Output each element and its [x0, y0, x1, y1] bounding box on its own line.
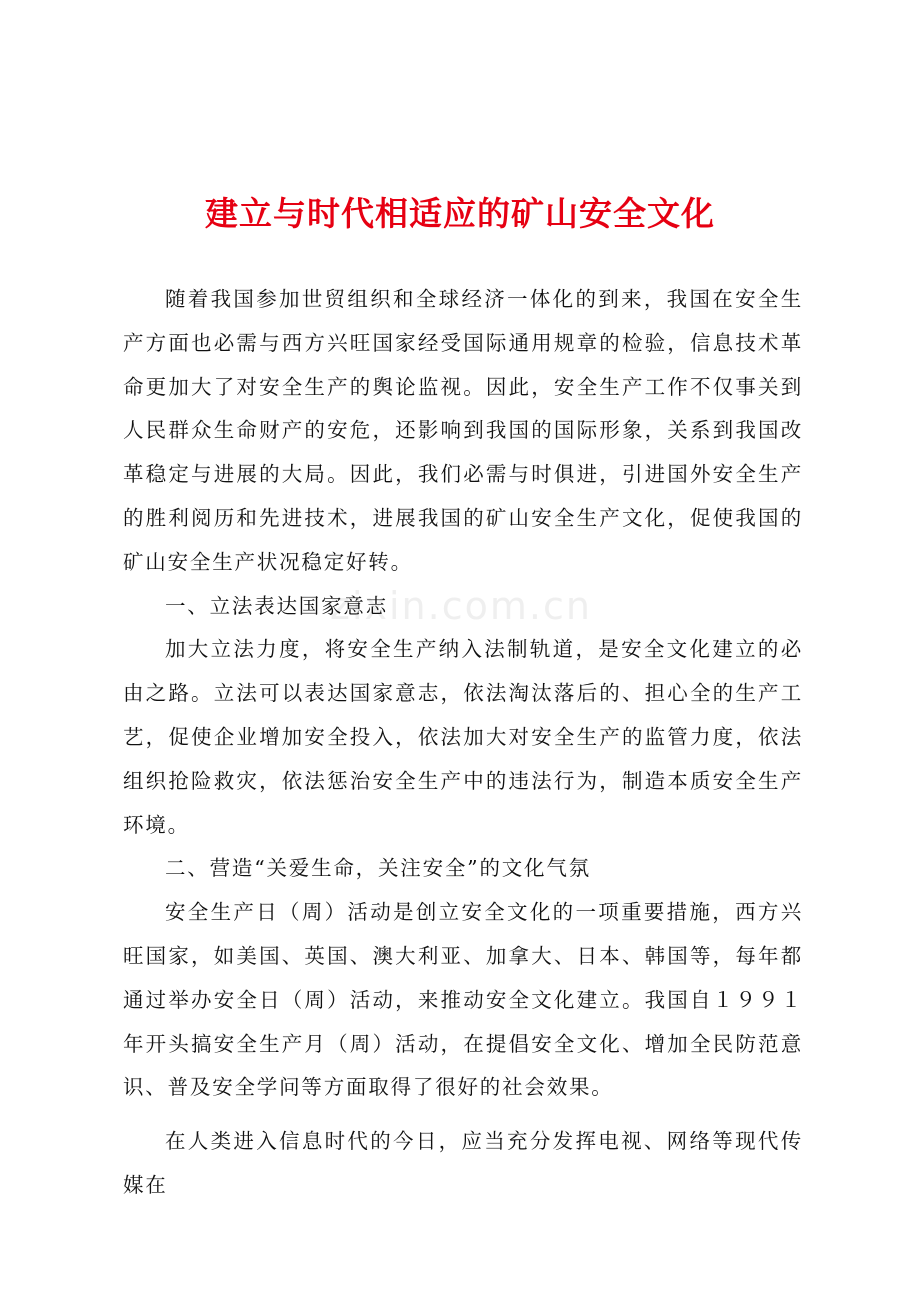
document-body	[123, 278, 803, 1208]
document-title: 建立与时代相适应的矿山安全文化	[205, 194, 715, 233]
section-heading-1: 一、立法表达国家意志	[165, 593, 388, 618]
paragraph-media: 在人类进入信息时代的今日，应当充分发挥电视、网络等现代传媒在	[123, 1129, 803, 1197]
paragraph-safety-week: 安全生产日（周）活动是创立安全文化的一项重要措施，西方兴旺国家，如美国、英国、澳大利亚、加拿大、日本、韩国等，每年都通过举办安全日（周）活动，来推动安全文化建立。我国自１９９１年开头搞安全生产月（周）活动，在提倡安全文化、增加全民防范意识、普及安全学问等方面取得了很好的社会效果。	[123, 900, 803, 1100]
paragraph-legislation: 加大立法力度，将安全生产纳入法制轨道，是安全文化建立的必由之路。立法可以表达国家意志，依法淘汰落后的、担心全的生产工艺，促使企业增加安全投入，依法加大对安全生产的监管力度，依法组织抢险救灾，依法惩治安全生产中的违法行为，制造本质安全生产环境。	[123, 637, 803, 837]
watermark: zixin.com.cn	[330, 584, 592, 628]
section-heading-2: 二、营造“关爱生命，关注安全”的文化气氛	[165, 856, 591, 881]
paragraph-intro: 随着我国参加世贸组织和全球经济一体化的到来，我国在安全生产方面也必需与西方兴旺国家经受国际通用规章的检验，信息技术革命更加大了对安全生产的舆论监视。因此，安全生产工作不仅事关到人民群众生命财产的安危，还影响到我国的国际形象，关系到我国改革稳定与进展的大局。因此，我们必需与时俱进，引进国外安全生产的胜利阅历和先进技术，进展我国的矿山安全生产文化，促使我国的矿山安全生产状况稳定好转。	[123, 287, 803, 574]
